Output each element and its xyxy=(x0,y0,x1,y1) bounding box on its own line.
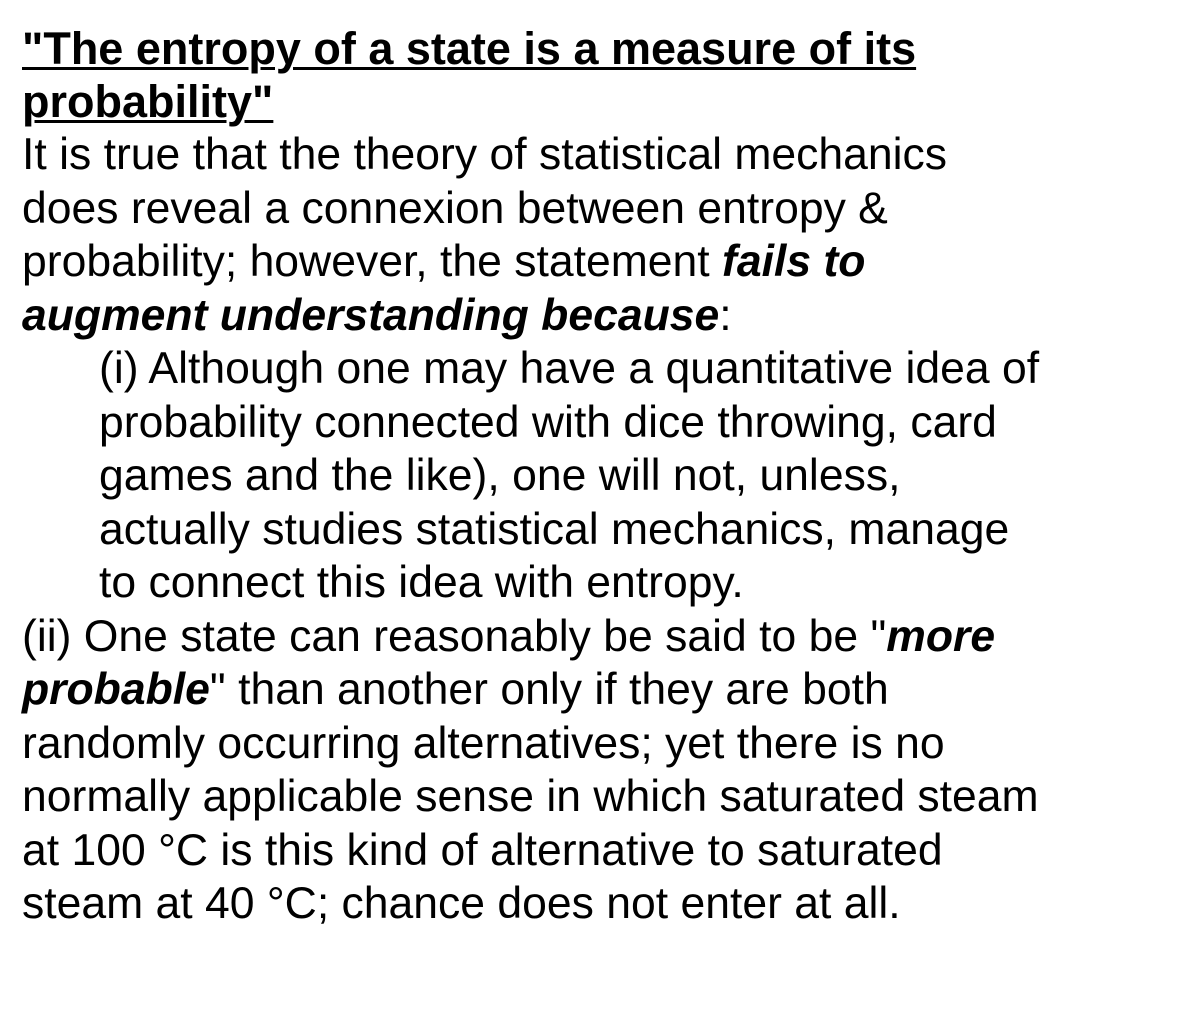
title-line: "The entropy of a state is a measure of its xyxy=(22,23,917,74)
text-run: probability; however, the statement xyxy=(22,237,723,286)
text-line xyxy=(22,610,1194,664)
title-line: probability" xyxy=(22,76,274,127)
text-line: does reveal a connexion between entropy & xyxy=(22,183,888,233)
text-line: at 100 °C is this kind of alternative to saturated xyxy=(22,825,943,875)
text-run: : xyxy=(719,290,732,340)
emphasis-text: fails to xyxy=(722,237,866,286)
text-line: It is true that the theory of statistical mechanics xyxy=(22,130,948,179)
text-line: steam at 40 °C; chance does not enter at all. xyxy=(22,879,901,928)
emphasis-text: probable xyxy=(22,665,210,714)
text-line xyxy=(22,663,1194,717)
text-line xyxy=(22,289,1194,343)
text-line: games and the like), one will not, unless, xyxy=(99,451,901,500)
text-line: randomly occurring alternatives; yet there is no xyxy=(22,718,945,768)
text-line: (i) Although one may have a quantitative idea of xyxy=(99,344,1040,393)
point-i-paragraph xyxy=(99,342,1194,610)
text-line: to connect this idea with entropy. xyxy=(99,558,744,607)
text-run: (ii) One state can reasonably be said to be " xyxy=(22,611,887,661)
emphasis-text: augment understanding because xyxy=(22,290,720,340)
document-page xyxy=(22,22,1194,931)
emphasis-text: more xyxy=(886,611,996,661)
text-line: normally applicable sense in which saturated steam xyxy=(22,772,1039,821)
intro-paragraph xyxy=(22,128,1194,342)
text-run: " than another only if they are both xyxy=(209,665,889,714)
text-line xyxy=(22,235,1194,289)
text-line: probability connected with dice throwing, card xyxy=(99,397,997,447)
text-line: actually studies statistical mechanics, manage xyxy=(99,504,1010,554)
document-title xyxy=(22,22,1194,128)
point-ii-paragraph xyxy=(22,610,1194,931)
